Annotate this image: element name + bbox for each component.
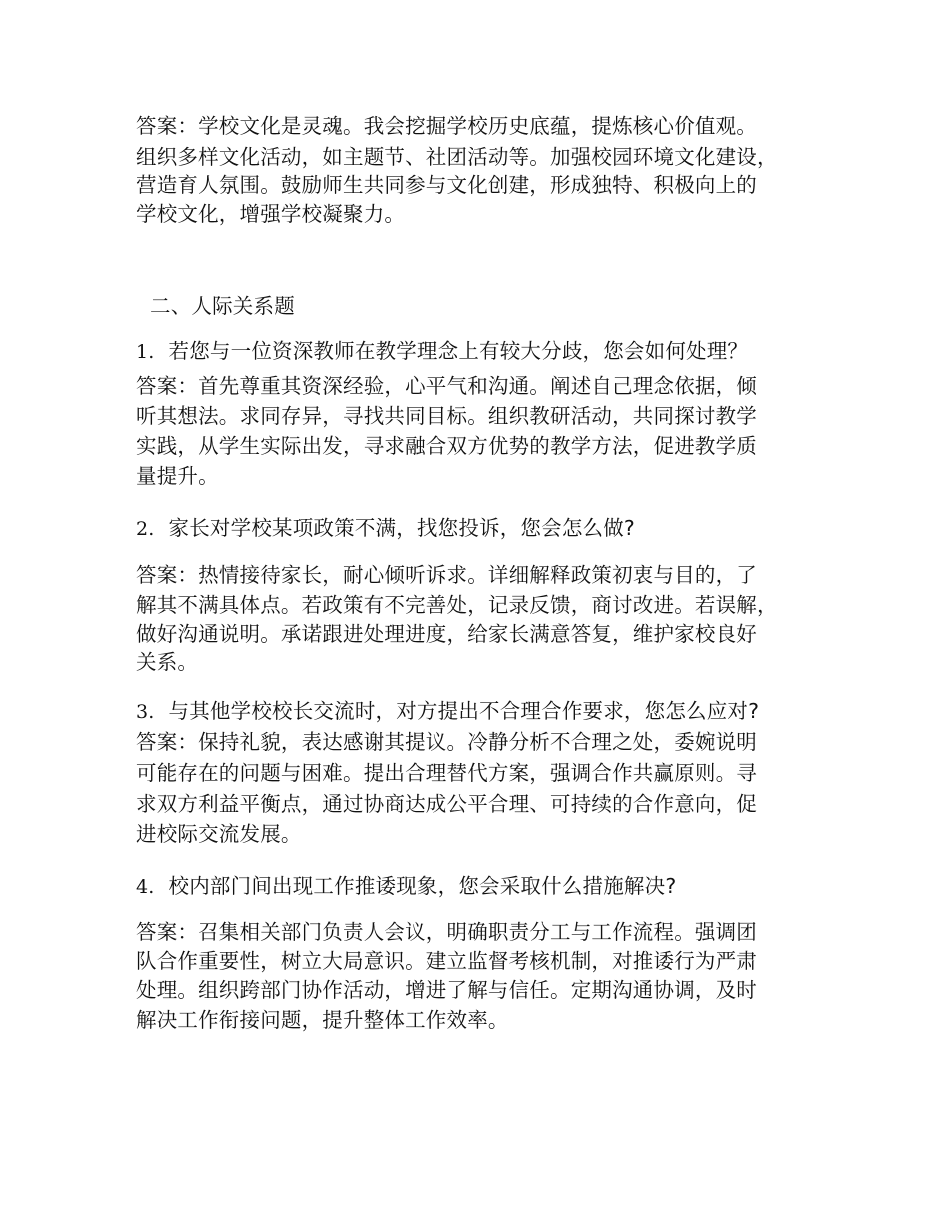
answer-line: 解决工作衔接问题，提升整体工作效率。: [136, 1008, 509, 1032]
question-text: 与其他学校校长交流时，对方提出不合理合作要求，您怎么应对?: [168, 699, 760, 723]
answer-line: 队合作重要性，树立大局意识。建立监督考核机制，对推诿行为严肃: [136, 949, 757, 973]
intro-answer-line: 营造育人氛围。鼓励师生共同参与文化创建，形成独特、积极向上的: [136, 173, 757, 197]
intro-answer-line: 组织多样文化活动，如主题节、社团活动等。加强校园环境文化建设，: [136, 145, 778, 169]
answer-line: 实践，从学生实际出发，寻求融合双方优势的教学方法，促进教学质: [136, 434, 757, 458]
answer-line: 可能存在的问题与困难。提出合理替代方案，强调合作共赢原则。寻: [136, 761, 757, 785]
question-3: [136, 696, 759, 727]
answer-line: 听其想法。求同存异，寻找共同目标。组织教研活动，共同探讨教学: [136, 404, 757, 428]
answer-line: 量提升。: [136, 464, 219, 488]
answer-line: 答案：首先尊重其资深经验，心平气和沟通。阐述自己理念依据，倾: [136, 374, 757, 398]
question-text: 家长对学校某项政策不满，找您投诉，您会怎么做?: [168, 516, 636, 540]
intro-answer-line: 学校文化，增强学校凝聚力。: [136, 202, 406, 226]
question-text: 若您与一位资深教师在教学理念上有较大分歧，您会如何处理？: [168, 339, 749, 363]
answer-line: 解其不满具体点。若政策有不完善处，记录反馈，商讨改进。若误解，: [136, 593, 778, 617]
answer-line: 关系。: [136, 650, 199, 674]
question-2: [136, 513, 635, 544]
question-number: 1.: [136, 341, 155, 363]
answer-line: 答案：热情接待家长，耐心倾听诉求。详细解释政策初衷与目的，了: [136, 563, 757, 587]
question-number: 2.: [136, 518, 155, 540]
intro-answer-line: 答案：学校文化是灵魂。我会挖掘学校历史底蕴，提炼核心价值观。: [136, 114, 757, 138]
answer-line: 答案：召集相关部门负责人会议，明确职责分工与工作流程。强调团: [136, 920, 757, 944]
question-number: 4.: [136, 876, 155, 898]
question-number: 3.: [136, 701, 155, 723]
answer-line: 处理。组织跨部门协作活动，增进了解与信任。定期沟通协调，及时: [136, 978, 757, 1002]
answer-line: 求双方利益平衡点，通过协商达成公平合理、可持续的合作意向，促: [136, 792, 757, 816]
question-text: 校内部门间出现工作推诿现象，您会采取什么措施解决?: [168, 874, 677, 898]
section-title: 二、人际关系题: [150, 294, 295, 318]
answer-line: 答案：保持礼貌，表达感谢其提议。冷静分析不合理之处，委婉说明: [136, 730, 757, 754]
answer-line: 做好沟通说明。承诺跟进处理进度，给家长满意答复，维护家校良好: [136, 622, 757, 646]
question-1: [136, 336, 748, 367]
answer-line: 进校际交流发展。: [136, 822, 302, 846]
question-4: [136, 871, 676, 902]
